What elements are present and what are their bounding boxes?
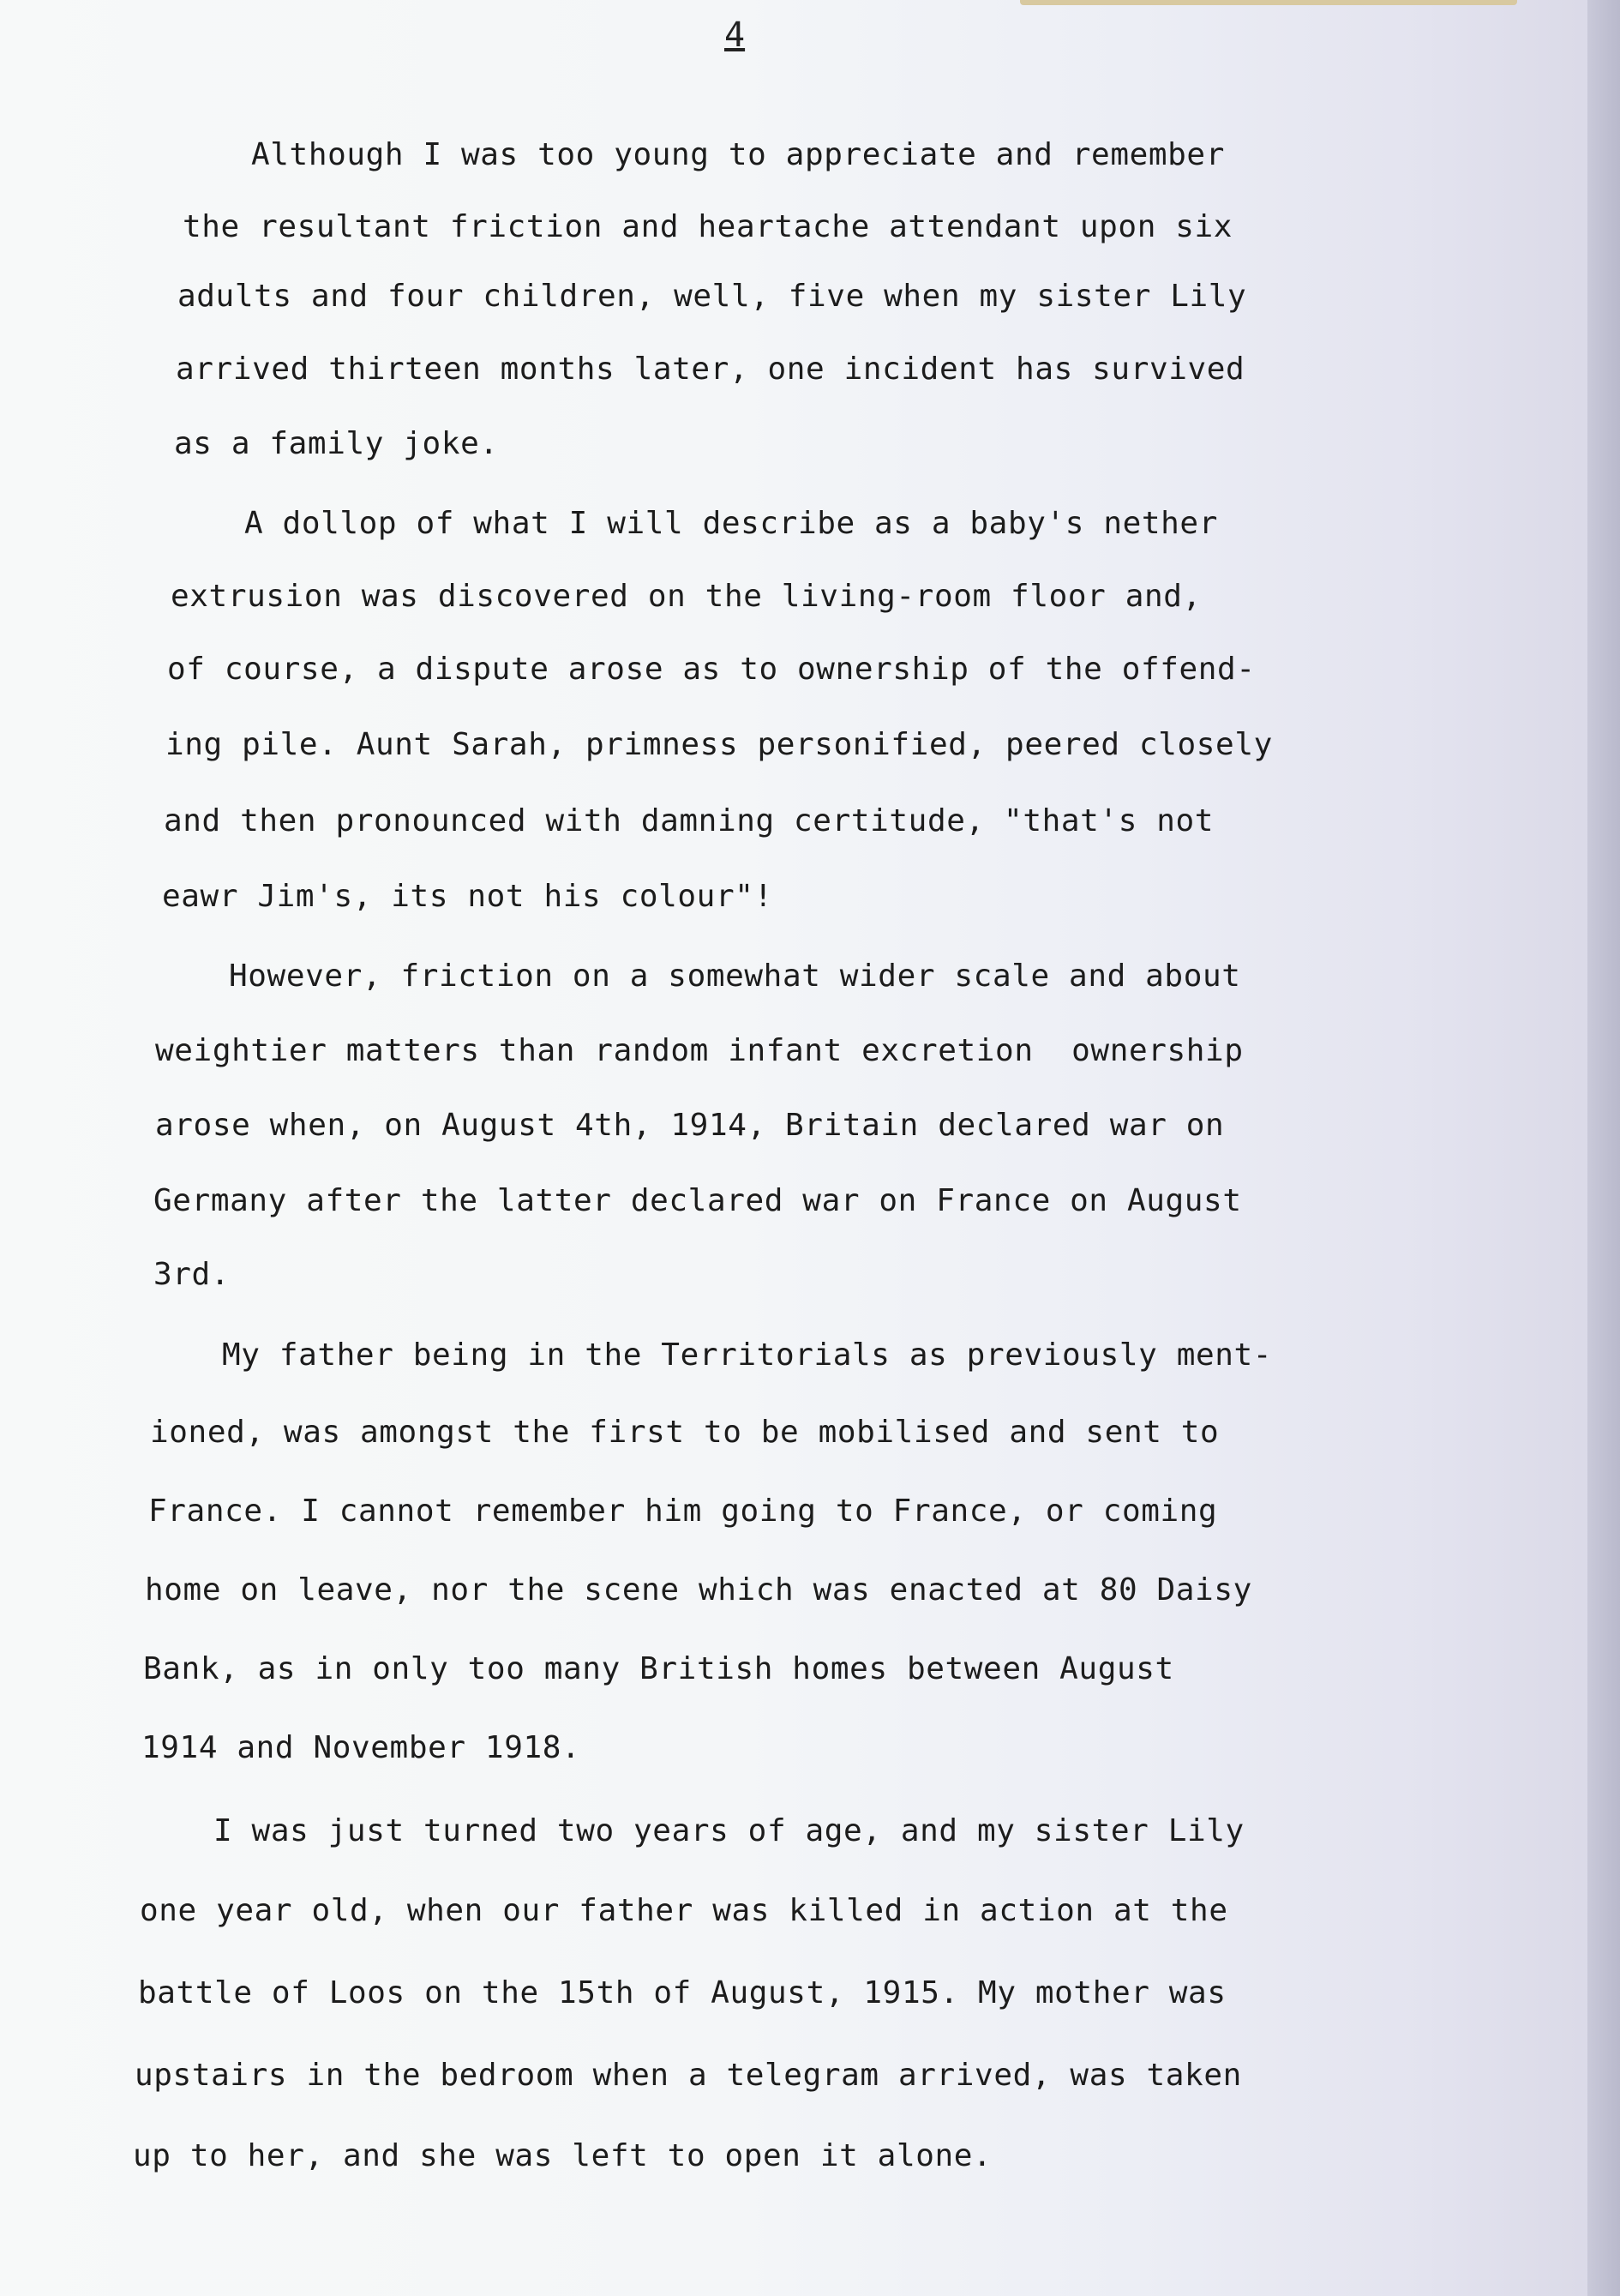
paragraph-1-line-4: arrived thirteen months later, one incident has survived — [176, 352, 1245, 387]
paragraph-5-line-3: battle of Loos on the 15th of August, 1915. My mother was — [138, 1975, 1227, 2011]
paragraph-2-line-6: eawr Jim's, its not his colour"! — [162, 879, 773, 914]
page-number: 4 — [724, 15, 746, 55]
paragraph-1-line-2: the resultant friction and heartache attendant upon six — [183, 209, 1233, 244]
paragraph-5-line-2: one year old, when our father was killed in action at the — [140, 1893, 1228, 1928]
paragraph-2-line-2: extrusion was discovered on the living-room floor and, — [171, 579, 1202, 614]
page-shadow-edge — [1587, 0, 1620, 2296]
paragraph-1-line-5: as a family joke. — [174, 426, 499, 461]
paragraph-4-line-3: France. I cannot remember him going to France, or coming — [148, 1494, 1218, 1529]
paragraph-1-line-3: adults and four children, well, five when my sister Lily — [177, 279, 1247, 314]
paragraph-5-line-1: I was just turned two years of age, and my sister Lily — [213, 1813, 1245, 1848]
paragraph-5-line-5: up to her, and she was left to open it alone. — [133, 2138, 993, 2173]
paragraph-3-line-4: Germany after the latter declared war on France on August — [153, 1183, 1242, 1218]
paper-edge-mark — [1020, 0, 1517, 5]
paragraph-4-line-4: home on leave, nor the scene which was enacted at 80 Daisy — [145, 1572, 1252, 1608]
paragraph-4-line-1: My father being in the Territorials as previously ment- — [222, 1337, 1273, 1373]
paragraph-3-line-2: weightier matters than random infant excretion ownership — [155, 1033, 1244, 1068]
paragraph-2-line-1: A dollop of what I will describe as a baby's nether — [244, 506, 1218, 541]
paragraph-4-line-5: Bank, as in only too many British homes between August — [143, 1651, 1174, 1686]
paragraph-2-line-3: of course, a dispute arose as to ownership of the offend- — [167, 652, 1256, 687]
paragraph-3-line-5: 3rd. — [153, 1257, 231, 1292]
paragraph-5-line-4: upstairs in the bedroom when a telegram arrived, was taken — [135, 2058, 1242, 2093]
paragraph-3-line-3: arose when, on August 4th, 1914, Britain declared war on — [155, 1108, 1225, 1143]
paragraph-3-line-1: However, friction on a somewhat wider scale and about — [229, 959, 1241, 994]
paragraph-1-line-1: Although I was too young to appreciate and remember — [251, 137, 1225, 172]
paragraph-4-line-6: 1914 and November 1918. — [141, 1730, 581, 1765]
paragraph-2-line-5: and then pronounced with damning certitude, "that's not — [164, 803, 1215, 838]
paragraph-2-line-4: ing pile. Aunt Sarah, primness personified, peered closely — [165, 727, 1273, 762]
paragraph-4-line-2: ioned, was amongst the first to be mobilised and sent to — [150, 1415, 1220, 1450]
